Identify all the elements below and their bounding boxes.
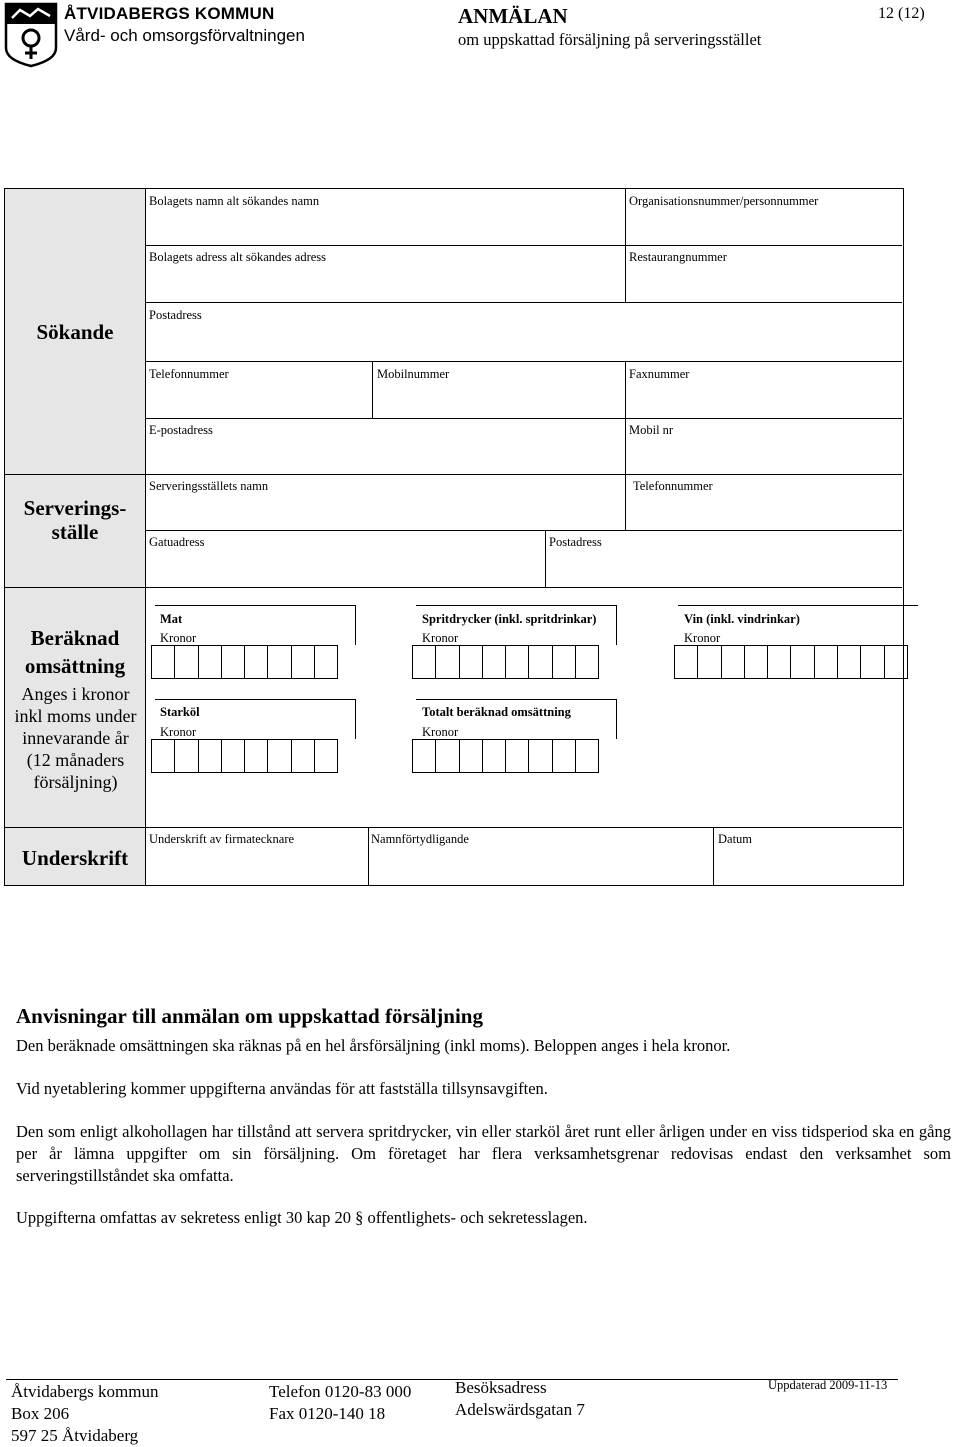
signature-field[interactable]: Underskrift av firmatecknare [149,832,295,846]
fax-field[interactable]: Faxnummer [629,367,690,381]
total-revenue-unit: Kronor [422,725,459,739]
omsattning-desc-3: innevarande år [22,728,129,748]
omsattning-desc-5: försäljning) [33,772,118,792]
footer-divider [6,1379,898,1380]
wine-revenue-unit: Kronor [684,631,721,645]
beer-revenue-title: Starköl [160,705,200,719]
venue-phone-field[interactable]: Telefonnummer [633,479,713,493]
page-number: 12 (12) [878,5,925,22]
footer-visit-address: Adelswärdsgatan 7 [455,1400,585,1419]
omsattning-desc-1: Anges i kronor [21,684,130,704]
underskrift-label: Underskrift [21,846,129,870]
instructions-paragraph-4: Uppgifterna omfattas av sekretess enligt 30 kap 20 § offentlighets- och sekretesslagen. [16,1208,588,1227]
sokande-label: Sökande [36,320,114,344]
mobile-field[interactable]: Mobilnummer [377,367,450,381]
instructions-paragraph-1: Den beräknade omsättningen ska räknas på en hel årsförsäljning (inkl moms). Beloppen anges i hela kronor. [16,1036,731,1055]
document-title: ANMÄLAN [458,4,568,28]
postal-address-field[interactable]: Postadress [149,308,202,322]
department-name: Vård- och omsorgsförvaltningen [64,26,305,45]
municipality-logo [4,2,58,68]
beer-revenue-digits[interactable] [151,739,337,773]
instructions-title: Anvisningar till anmälan om uppskattad försäljning [16,1004,483,1028]
omsattning-desc-2: inkl moms under [14,706,137,726]
venue-name-field[interactable]: Serveringsställets namn [149,479,269,493]
footer-fax: Fax 0120-140 18 [269,1404,386,1423]
instructions-paragraph-2: Vid nyetablering kommer uppgifterna användas för att fastställa tillsynsavgiften. [16,1079,548,1098]
serveringsstalle-label-line2: ställe [51,520,99,544]
venue-street-field[interactable]: Gatuadress [149,535,205,549]
org-number-field[interactable]: Organisationsnummer/personnummer [629,194,819,208]
beer-revenue-unit: Kronor [160,725,197,739]
omsattning-desc-4: (12 månaders [26,750,125,770]
wine-revenue-title: Vin (inkl. vindrinkar) [684,612,800,626]
food-revenue-unit: Kronor [160,631,197,645]
venue-postal-field[interactable]: Postadress [549,535,602,549]
serveringsstalle-label-line1: Serverings- [23,496,127,520]
email-field[interactable]: E-postadress [149,423,213,437]
wine-revenue-digits[interactable] [674,645,907,679]
restaurant-number-field[interactable]: Restaurangnummer [629,250,727,264]
date-field[interactable]: Datum [718,832,753,846]
company-address-field[interactable]: Bolagets adress alt sökandes adress [149,250,327,264]
food-revenue-title: Mat [160,612,183,626]
org-name: ÅTVIDABERGS KOMMUN [64,4,275,23]
footer-org: Åtvidabergs kommun [11,1382,159,1401]
omsattning-section-label [5,587,146,827]
company-name-field[interactable]: Bolagets namn alt sökandes namn [149,194,320,208]
footer-box: Box 206 [11,1404,70,1423]
underskrift-section-label [5,827,146,885]
phone-field[interactable]: Telefonnummer [149,367,229,381]
spirits-revenue-digits[interactable] [412,645,598,679]
instructions-paragraph-3: Den som enligt alkohollagen har tillstånd att servera spritdrycker, vin eller starköl året runt eller årligen under en viss tidsperiod ska en gång per år lämna uppgifter om sin försäljning. Om företaget har flera verksamhetsgrenar redovisas endast den verksamhet som serveringstillståndet ska omfatta. [16,1122,951,1185]
footer-visit-label: Besöksadress [455,1378,547,1397]
spirits-revenue-unit: Kronor [422,631,459,645]
mobile-no-field[interactable]: Mobil nr [629,423,674,437]
footer-zip-city: 597 25 Åtvidaberg [11,1426,139,1445]
sokande-section-label [5,189,146,474]
food-revenue-digits[interactable] [151,645,337,679]
serveringsstalle-section-label [5,474,146,587]
footer-phone: Telefon 0120-83 000 [269,1382,412,1401]
total-revenue-title: Totalt beräknad omsättning [422,705,571,719]
total-revenue-digits[interactable] [412,739,598,773]
spirits-revenue-title: Spritdrycker (inkl. spritdrinkar) [422,612,597,626]
omsattning-label-line1: Beräknad [30,626,120,650]
document-subtitle: om uppskattad försäljning på serveringsstället [458,30,762,49]
form-table [4,188,904,886]
footer-updated: Uppdaterad 2009-11-13 [768,1378,888,1392]
omsattning-label-line2: omsättning [24,654,126,678]
name-clarification-field[interactable]: Namnförtydligande [371,832,469,846]
